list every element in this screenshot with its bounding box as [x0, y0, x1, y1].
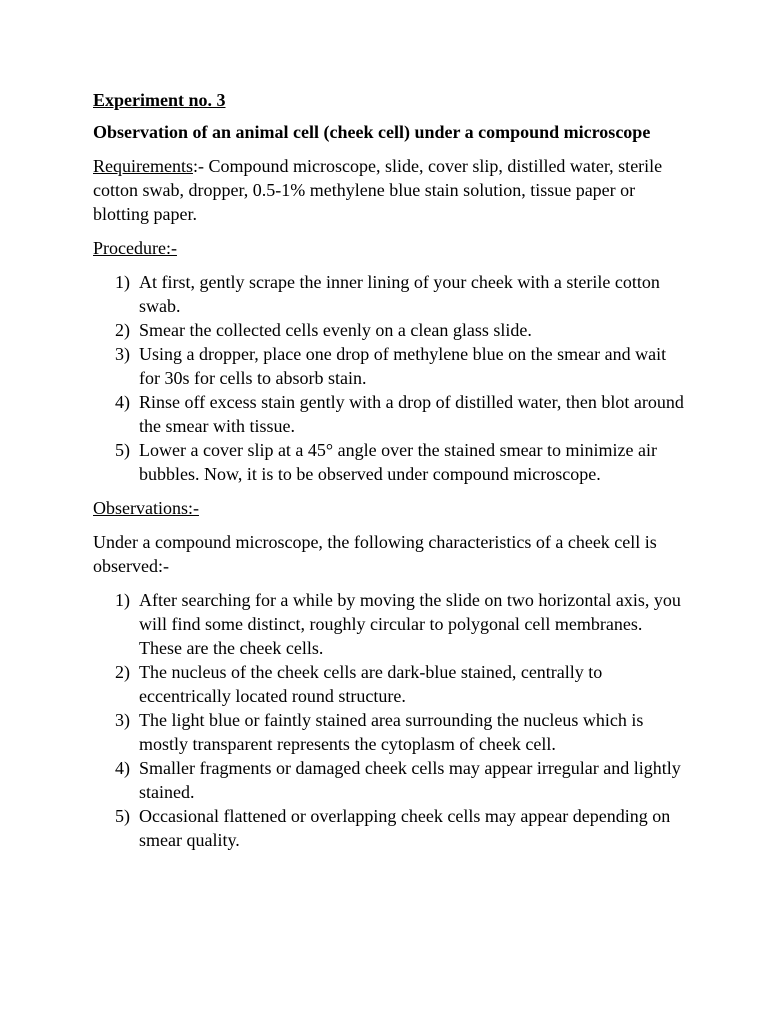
- step-text: Lower a cover slip at a 45° angle over the stained smear to minimize air bubbles. Now, it is to be observed under compound microscope.: [139, 440, 658, 484]
- observations-list: [93, 588, 688, 852]
- experiment-subtitle: Observation of an animal cell (cheek cell) under a compound microscope: [93, 122, 651, 142]
- item-text: The nucleus of the cheek cells are dark-blue stained, centrally to eccentrically located round structure.: [139, 662, 603, 706]
- procedure-list: [93, 270, 688, 486]
- step-text: At first, gently scrape the inner lining of your cheek with a sterile cotton swab.: [139, 272, 660, 316]
- experiment-title: Experiment no. 3: [93, 90, 226, 110]
- step-number: 1): [115, 272, 130, 292]
- step-number: 5): [115, 440, 130, 460]
- requirements-paragraph: [93, 154, 688, 226]
- procedure-step: [115, 342, 688, 390]
- item-text: After searching for a while by moving the slide on two horizontal axis, you will find some distinct, roughly circular to polygonal cell membranes. These are the cheek cells.: [139, 590, 681, 658]
- step-text: Smear the collected cells evenly on a clean glass slide.: [139, 320, 532, 340]
- step-text: Using a dropper, place one drop of methylene blue on the smear and wait for 30s for cells to absorb stain.: [139, 344, 667, 388]
- item-number: 3): [115, 710, 130, 730]
- item-text: Smaller fragments or damaged cheek cells may appear irregular and lightly stained.: [139, 758, 681, 802]
- item-text: The light blue or faintly stained area surrounding the nucleus which is mostly transparent represents the cytoplasm of cheek cell.: [139, 710, 644, 754]
- step-number: 3): [115, 344, 130, 364]
- observations-heading: Observations:-: [93, 498, 199, 518]
- procedure-step: [115, 318, 688, 342]
- item-number: 2): [115, 662, 130, 682]
- observations-intro: Under a compound microscope, the following characteristics of a cheek cell is observed:-: [93, 532, 657, 576]
- step-number: 4): [115, 392, 130, 412]
- procedure-heading: Procedure:-: [93, 238, 177, 258]
- observation-item: [115, 660, 688, 708]
- observation-item: [115, 588, 688, 660]
- item-number: 1): [115, 590, 130, 610]
- procedure-step: [115, 438, 688, 486]
- procedure-step: [115, 270, 688, 318]
- item-number: 5): [115, 806, 130, 826]
- observation-item: [115, 756, 688, 804]
- item-number: 4): [115, 758, 130, 778]
- requirements-label: Requirements: [93, 156, 193, 176]
- observation-item: [115, 804, 688, 852]
- procedure-step: [115, 390, 688, 438]
- step-number: 2): [115, 320, 130, 340]
- requirements-text: :- Compound microscope, slide, cover slip, distilled water, sterile cotton swab, dropper, 0.5-1% methylene blue stain solution, tissue paper or blotting paper.: [93, 156, 663, 224]
- observation-item: [115, 708, 688, 756]
- step-text: Rinse off excess stain gently with a drop of distilled water, then blot around the smear with tissue.: [139, 392, 684, 436]
- item-text: Occasional flattened or overlapping cheek cells may appear depending on smear quality.: [139, 806, 671, 850]
